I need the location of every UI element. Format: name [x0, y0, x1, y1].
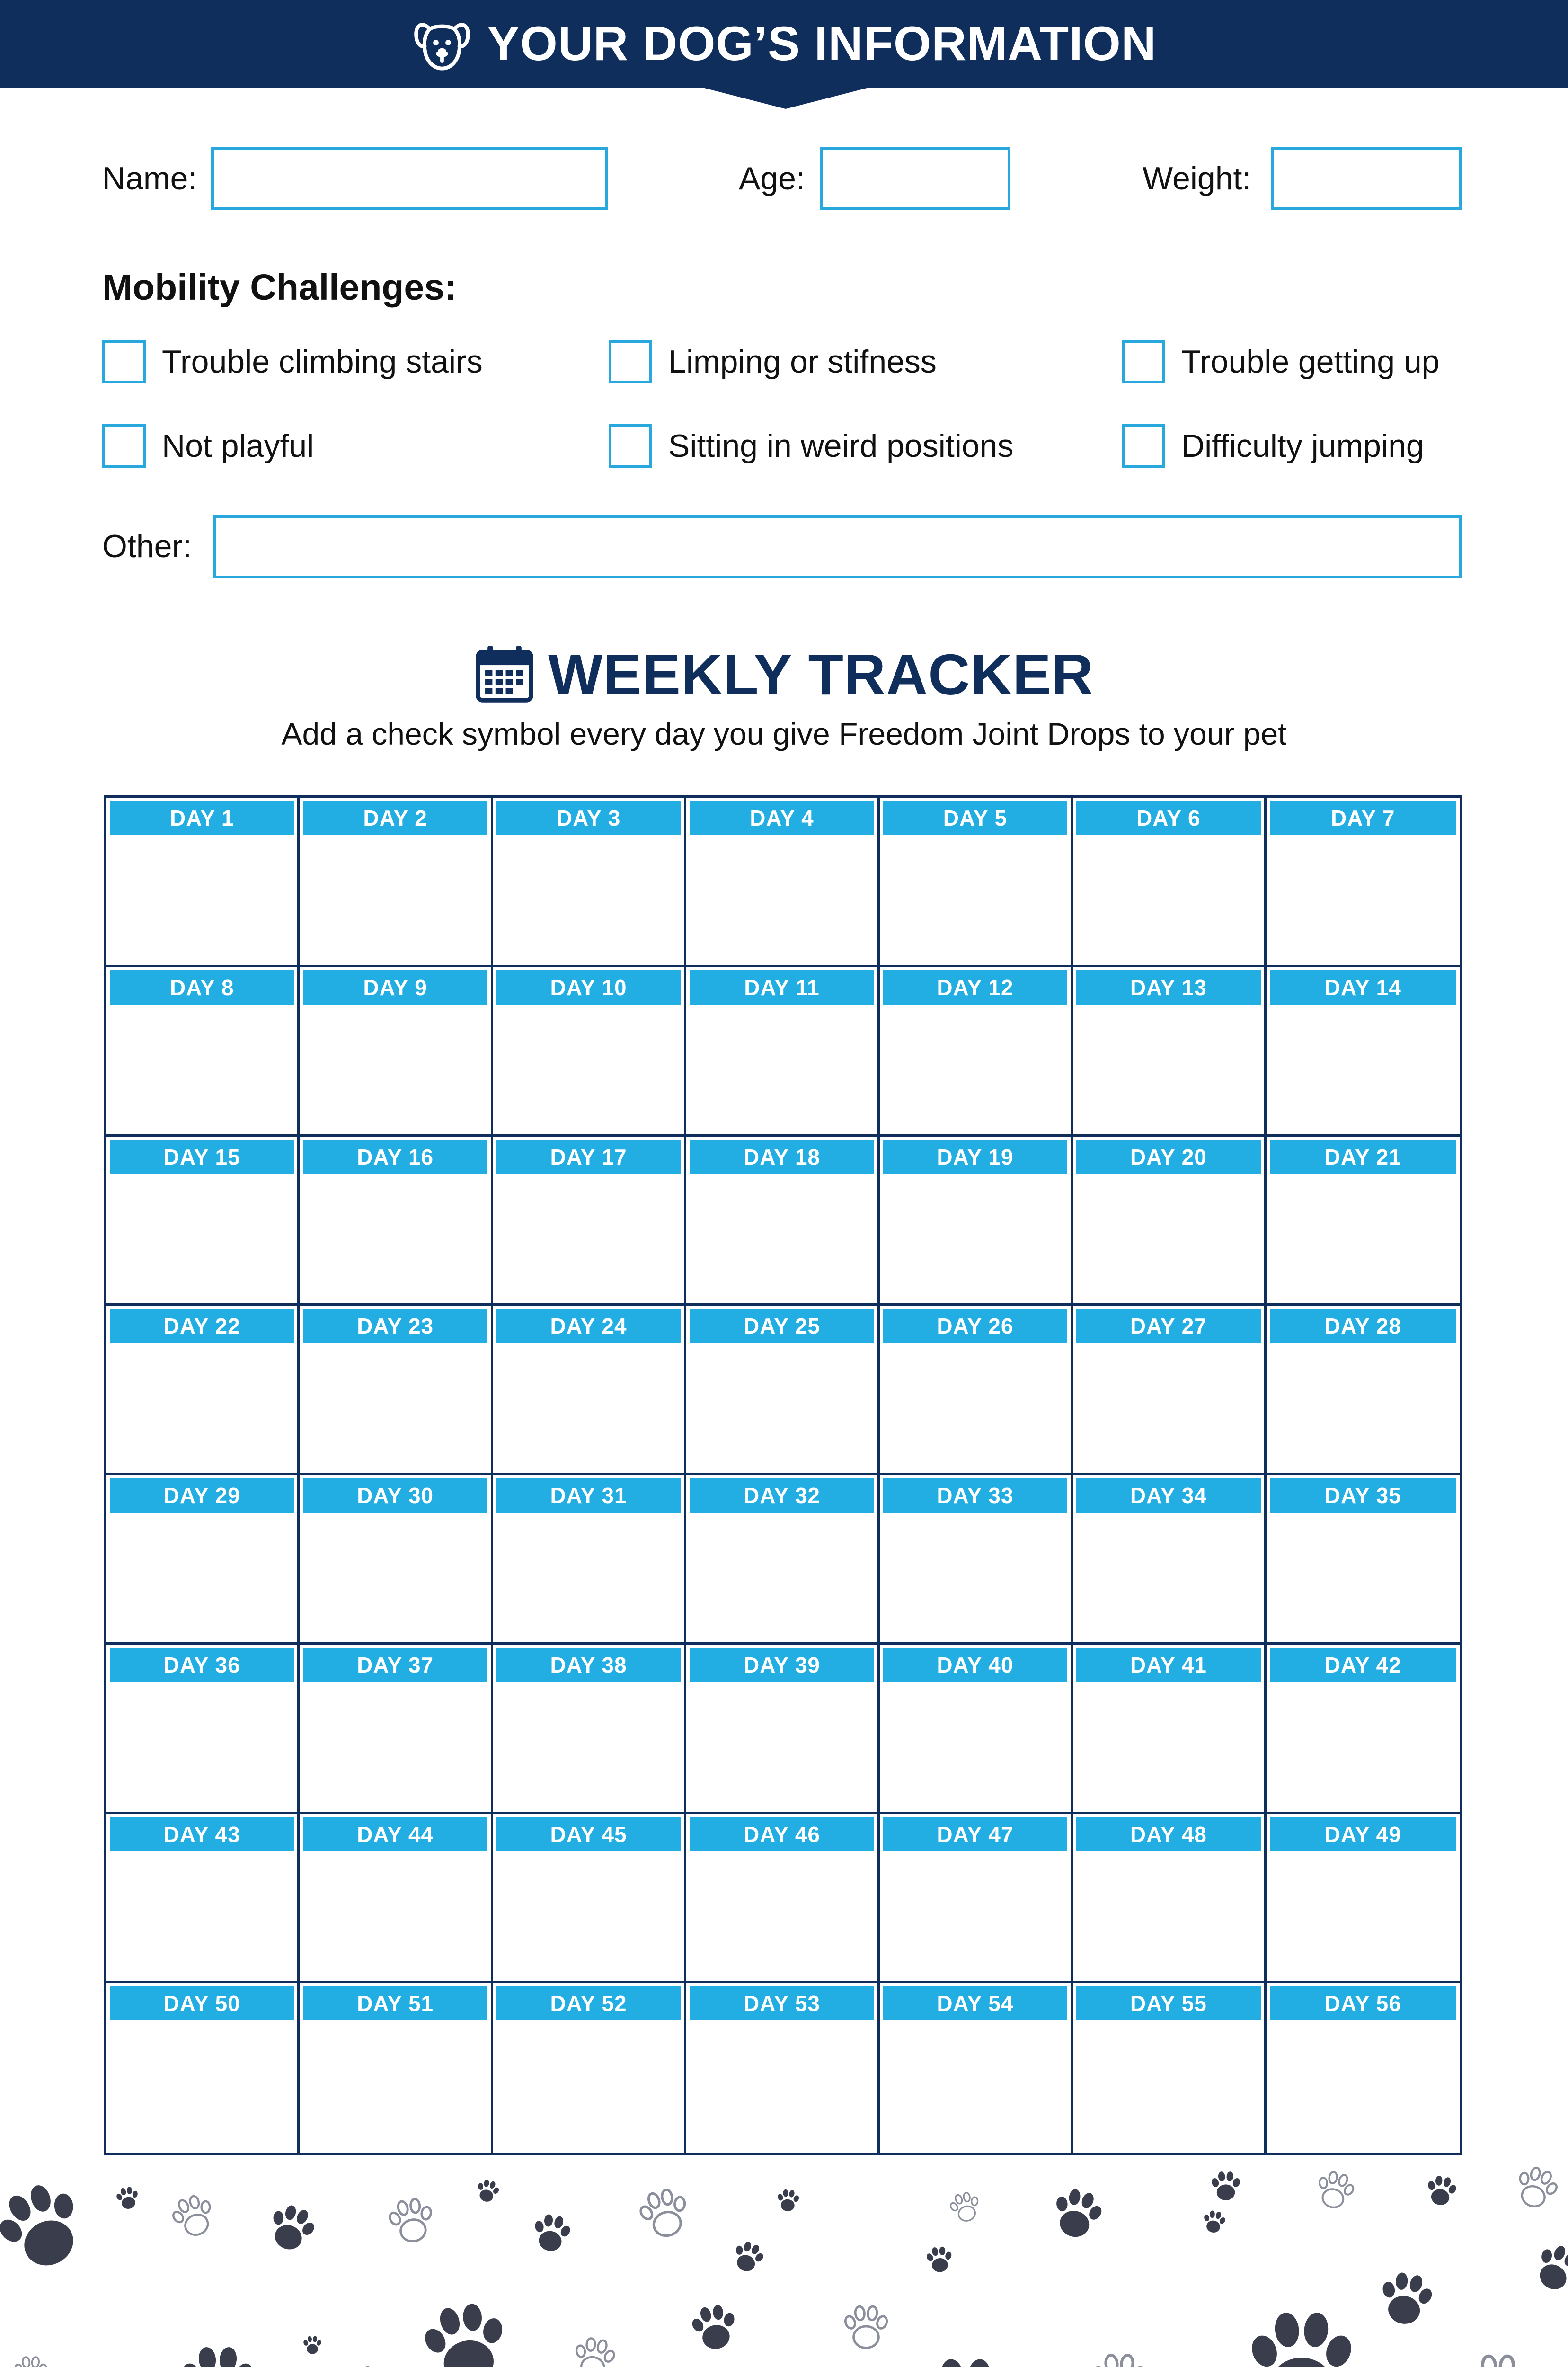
day-cell[interactable]	[300, 1137, 493, 1306]
weight-field[interactable]	[1271, 147, 1462, 210]
day-label: DAY 25	[690, 1309, 874, 1343]
day-cell[interactable]	[880, 1983, 1073, 2153]
mobility-heading: Mobility Challenges:	[102, 267, 457, 308]
paw-print-icon	[1207, 2168, 1245, 2206]
day-cell[interactable]	[1073, 1475, 1266, 1645]
day-label: DAY 13	[1076, 970, 1260, 1005]
day-label: DAY 5	[883, 801, 1067, 835]
option-difficulty-jumping[interactable]	[1122, 424, 1424, 468]
day-cell[interactable]	[300, 1306, 493, 1475]
day-cell[interactable]	[880, 1306, 1073, 1475]
day-cell[interactable]	[686, 1983, 879, 2153]
day-cell[interactable]	[300, 1983, 493, 2153]
day-label: DAY 10	[496, 970, 681, 1005]
checkbox[interactable]	[1122, 340, 1165, 383]
day-label: DAY 30	[303, 1478, 487, 1513]
paw-print-icon	[564, 2330, 624, 2367]
day-label: DAY 22	[110, 1309, 294, 1343]
checkbox[interactable]	[102, 424, 146, 468]
other-label: Other:	[102, 528, 192, 564]
tracker-header	[0, 639, 1568, 710]
day-label: DAY 39	[690, 1648, 874, 1682]
day-label: DAY 6	[1076, 801, 1260, 835]
option-label: Difficulty jumping	[1181, 428, 1424, 464]
page-title: YOUR DOG’S INFORMATION	[487, 17, 1157, 71]
day-cell[interactable]	[1267, 967, 1460, 1137]
day-cell[interactable]	[880, 1475, 1073, 1645]
day-cell[interactable]	[1073, 1137, 1266, 1306]
day-grid	[104, 795, 1462, 2155]
day-label: DAY 27	[1076, 1309, 1260, 1343]
day-cell[interactable]	[300, 967, 493, 1137]
day-label: DAY 20	[1076, 1140, 1260, 1174]
day-label: DAY 51	[303, 1986, 487, 2020]
day-label: DAY 8	[110, 970, 294, 1005]
day-cell[interactable]	[1073, 798, 1266, 967]
day-label: DAY 55	[1076, 1986, 1260, 2020]
day-cell[interactable]	[300, 1814, 493, 1984]
day-cell[interactable]	[493, 967, 686, 1137]
day-label: DAY 19	[883, 1140, 1067, 1174]
paw-print-icon	[921, 2242, 957, 2278]
day-cell[interactable]	[493, 1983, 686, 2153]
paw-print-icon	[1367, 2262, 1444, 2339]
day-label: DAY 31	[496, 1478, 681, 1513]
day-label: DAY 7	[1270, 801, 1456, 835]
paw-print-icon	[724, 2234, 772, 2283]
day-label: DAY 3	[496, 801, 681, 835]
day-cell[interactable]	[1073, 967, 1266, 1137]
day-cell[interactable]	[686, 1814, 879, 1984]
day-cell[interactable]	[106, 1645, 300, 1814]
option-not-playful[interactable]	[102, 424, 314, 468]
option-trouble-getting-up[interactable]	[1122, 340, 1440, 383]
paw-print-icon	[942, 2185, 989, 2232]
day-label: DAY 35	[1270, 1478, 1456, 1513]
day-cell[interactable]	[106, 1137, 300, 1306]
day-label: DAY 36	[110, 1648, 294, 1682]
day-label: DAY 4	[690, 801, 874, 835]
day-label: DAY 17	[496, 1140, 681, 1174]
paw-print-icon	[1235, 2301, 1368, 2367]
day-cell[interactable]	[686, 1645, 879, 1814]
day-label: DAY 15	[110, 1140, 294, 1174]
day-label: DAY 12	[883, 970, 1067, 1005]
day-label: DAY 49	[1270, 1817, 1456, 1851]
calendar-icon	[474, 643, 535, 706]
day-cell[interactable]	[1267, 1814, 1460, 1984]
day-cell[interactable]	[106, 1475, 300, 1645]
day-label: DAY 28	[1270, 1309, 1456, 1343]
header-banner-notch	[693, 85, 878, 109]
paw-print-icon	[1419, 2170, 1463, 2214]
day-cell[interactable]	[1267, 1475, 1460, 1645]
day-cell[interactable]	[1267, 798, 1460, 967]
day-cell[interactable]	[686, 1475, 879, 1645]
day-cell[interactable]	[1267, 1306, 1460, 1475]
day-label: DAY 16	[303, 1140, 487, 1174]
day-label: DAY 2	[303, 801, 487, 835]
day-cell[interactable]	[106, 967, 300, 1137]
tracker-title: WEEKLY TRACKER	[548, 642, 1094, 707]
day-label: DAY 41	[1076, 1648, 1260, 1682]
day-cell[interactable]	[1073, 1983, 1266, 2153]
header-bar	[0, 0, 1568, 88]
day-cell[interactable]	[300, 1645, 493, 1814]
paw-print-icon	[1039, 2178, 1114, 2253]
dog-face-icon	[411, 12, 473, 76]
option-limping-or-stifness[interactable]	[609, 340, 937, 383]
day-cell[interactable]	[686, 1306, 879, 1475]
day-label: DAY 56	[1270, 1986, 1456, 2020]
day-label: DAY 52	[496, 1986, 681, 2020]
day-cell[interactable]	[1073, 1306, 1266, 1475]
paw-print-icon	[682, 2296, 747, 2362]
tracker-subtitle: Add a check symbol every day you give Freedom Joint Drops to your pet	[281, 716, 1287, 751]
option-label: Trouble getting up	[1181, 344, 1440, 380]
option-label: Not playful	[162, 428, 314, 464]
paw-print-icon	[406, 2288, 527, 2367]
paw-footer	[0, 2159, 1568, 2367]
paw-print-icon	[772, 2186, 803, 2216]
day-cell[interactable]	[1267, 1137, 1460, 1306]
day-label: DAY 29	[110, 1478, 294, 1513]
paw-print-icon	[9, 2353, 52, 2367]
option-label: Limping or stifness	[668, 344, 937, 380]
age-label: Age:	[739, 160, 805, 196]
paw-print-icon	[0, 2161, 112, 2299]
day-cell[interactable]	[1267, 1983, 1460, 2153]
day-label: DAY 9	[303, 970, 487, 1005]
paw-print-icon	[170, 2339, 265, 2367]
day-cell[interactable]	[686, 1137, 879, 1306]
day-label: DAY 40	[883, 1648, 1067, 1682]
day-cell[interactable]	[493, 798, 686, 967]
day-cell[interactable]	[300, 1475, 493, 1645]
name-label: Name:	[102, 160, 197, 196]
day-label: DAY 54	[883, 1986, 1067, 2020]
day-cell[interactable]	[880, 1645, 1073, 1814]
day-label: DAY 42	[1270, 1648, 1456, 1682]
option-sitting-in-weird-positions[interactable]	[609, 424, 1013, 468]
paw-print-icon	[111, 2182, 144, 2216]
day-cell[interactable]	[493, 1475, 686, 1645]
day-label: DAY 32	[690, 1478, 874, 1513]
day-label: DAY 24	[496, 1309, 681, 1343]
paw-print-icon	[1518, 2231, 1568, 2309]
day-cell[interactable]	[300, 798, 493, 967]
day-cell[interactable]	[1267, 1645, 1460, 1814]
day-cell[interactable]	[106, 798, 300, 967]
day-cell[interactable]	[880, 798, 1073, 967]
day-cell[interactable]	[1073, 1814, 1266, 1984]
day-label: DAY 47	[883, 1817, 1067, 1851]
day-cell[interactable]	[493, 1645, 686, 1814]
paw-print-icon	[255, 2193, 328, 2266]
paw-print-icon	[1197, 2206, 1231, 2239]
day-cell[interactable]	[880, 1137, 1073, 1306]
day-label: DAY 23	[303, 1309, 487, 1343]
paw-print-icon	[80, 2364, 118, 2367]
option-trouble-climbing-stairs[interactable]	[102, 340, 483, 383]
day-label: DAY 14	[1270, 970, 1456, 1005]
day-label: DAY 38	[496, 1648, 681, 1682]
day-cell[interactable]	[686, 967, 879, 1137]
day-cell[interactable]	[493, 1137, 686, 1306]
weight-label: Weight:	[1143, 160, 1251, 196]
day-cell[interactable]	[106, 1306, 300, 1475]
other-field[interactable]	[213, 515, 1462, 578]
day-label: DAY 45	[496, 1817, 681, 1851]
paw-print-icon	[627, 2178, 702, 2253]
paw-print-icon	[1503, 2159, 1568, 2223]
checkbox[interactable]	[609, 340, 652, 383]
checkbox[interactable]	[609, 424, 652, 468]
day-cell[interactable]	[880, 967, 1073, 1137]
day-label: DAY 53	[690, 1986, 874, 2020]
day-cell[interactable]	[106, 1983, 300, 2153]
paw-print-icon	[1084, 2348, 1155, 2367]
paw-print-icon	[838, 2301, 895, 2358]
day-label: DAY 1	[110, 801, 294, 835]
day-label: DAY 26	[883, 1309, 1067, 1343]
day-label: DAY 33	[883, 1478, 1067, 1513]
day-label: DAY 11	[690, 970, 874, 1005]
age-field[interactable]	[820, 147, 1010, 210]
day-label: DAY 48	[1076, 1817, 1260, 1851]
day-label: DAY 34	[1076, 1478, 1260, 1513]
option-label: Trouble climbing stairs	[162, 344, 483, 380]
day-cell[interactable]	[493, 1814, 686, 1984]
paw-print-icon	[379, 2189, 444, 2255]
day-label: DAY 21	[1270, 1140, 1456, 1174]
day-cell[interactable]	[686, 798, 879, 967]
day-label: DAY 50	[110, 1986, 294, 2020]
paw-print-icon	[161, 2185, 228, 2251]
paw-print-icon	[301, 2334, 324, 2358]
checkbox[interactable]	[102, 340, 146, 383]
day-label: DAY 44	[303, 1817, 487, 1851]
day-label: DAY 46	[690, 1817, 874, 1851]
paw-print-icon	[331, 2358, 397, 2367]
day-label: DAY 18	[690, 1140, 874, 1174]
day-label: DAY 43	[110, 1817, 294, 1851]
day-label: DAY 37	[303, 1648, 487, 1682]
option-label: Sitting in weird positions	[668, 428, 1014, 464]
paw-print-icon	[1458, 2348, 1538, 2367]
paw-print-icon	[904, 2348, 1027, 2367]
name-field[interactable]	[211, 147, 608, 210]
checkbox[interactable]	[1122, 424, 1165, 468]
paw-print-icon	[470, 2174, 505, 2209]
day-cell[interactable]	[1073, 1645, 1266, 1814]
day-cell[interactable]	[880, 1814, 1073, 1984]
day-cell[interactable]	[106, 1814, 300, 1984]
paw-print-icon	[1306, 2163, 1364, 2221]
paw-print-icon	[524, 2207, 579, 2262]
day-cell[interactable]	[493, 1306, 686, 1475]
